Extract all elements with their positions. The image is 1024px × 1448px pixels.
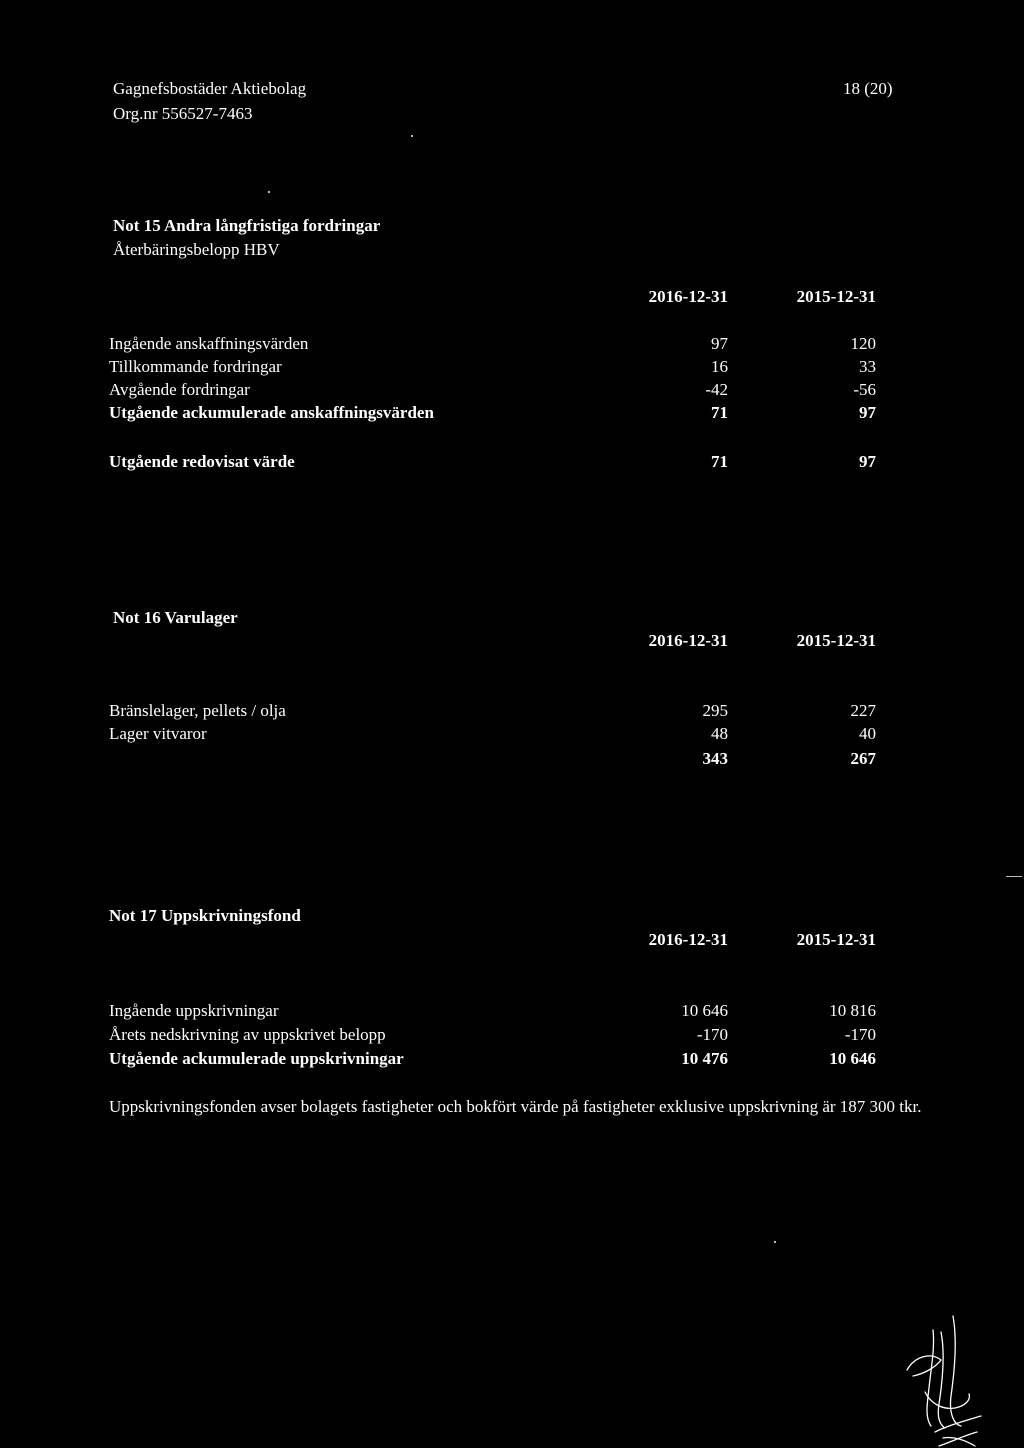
value-2016: 10 646 bbox=[681, 1001, 728, 1020]
signature-stroke bbox=[925, 1392, 969, 1408]
table-row-total bbox=[0, 402, 1024, 424]
value-2016: 343 bbox=[702, 749, 728, 768]
table-row bbox=[0, 700, 1024, 722]
note-17-paragraph: Uppskrivningsfonden avser bolagets fastigheter och bokfört värde på fastigheter exklusive uppskrivning är 187 300 tkr. bbox=[109, 1097, 922, 1116]
note-17-title: Not 17 Uppskrivningsfond bbox=[109, 906, 301, 925]
org-number: Org.nr 556527-7463 bbox=[113, 104, 253, 123]
value-2015: 33 bbox=[859, 357, 876, 376]
value-2015: 97 bbox=[859, 403, 876, 422]
row-label: Utgående ackumulerade uppskrivningar bbox=[109, 1049, 404, 1068]
value-2016: 295 bbox=[702, 701, 728, 720]
value-2015: 40 bbox=[859, 724, 876, 743]
column-header-2015: 2015-12-31 bbox=[796, 287, 876, 306]
table-row bbox=[0, 356, 1024, 378]
signature-stroke bbox=[927, 1330, 934, 1426]
page-number: 18 (20) bbox=[843, 79, 893, 98]
value-2015: -170 bbox=[844, 1025, 876, 1044]
signature-initials bbox=[895, 1308, 995, 1448]
row-label: Utgående ackumulerade anskaffningsvärden bbox=[109, 403, 434, 422]
column-header-2015: 2015-12-31 bbox=[796, 930, 876, 949]
value-2016: 97 bbox=[711, 334, 728, 353]
note-15-title: Not 15 Andra långfristiga fordringar bbox=[113, 216, 381, 235]
table-row-total bbox=[0, 748, 1024, 770]
value-2015: 97 bbox=[859, 452, 876, 471]
table-row bbox=[0, 379, 1024, 401]
column-header-2016: 2016-12-31 bbox=[648, 287, 728, 306]
value-2016: 10 476 bbox=[681, 1049, 728, 1068]
table-row bbox=[0, 1000, 1024, 1022]
scan-speck bbox=[411, 135, 413, 137]
value-2015: 267 bbox=[850, 749, 876, 768]
value-2015: -56 bbox=[853, 380, 876, 399]
row-label: Ingående anskaffningsvärden bbox=[109, 334, 309, 353]
value-2016: 16 bbox=[711, 357, 728, 376]
table-row bbox=[0, 333, 1024, 355]
column-header-2015: 2015-12-31 bbox=[796, 631, 876, 650]
row-label: Lager vitvaror bbox=[109, 724, 207, 743]
scan-speck bbox=[268, 191, 270, 193]
signature-stroke bbox=[950, 1316, 961, 1426]
signature-stroke bbox=[907, 1356, 941, 1376]
signature-stroke bbox=[938, 1332, 945, 1428]
value-2015: 120 bbox=[850, 334, 876, 353]
column-header-2016: 2016-12-31 bbox=[648, 631, 728, 650]
column-header-row bbox=[0, 630, 1024, 652]
row-label: Avgående fordringar bbox=[109, 380, 250, 399]
column-header-row bbox=[0, 286, 1024, 308]
scan-speck bbox=[774, 1241, 776, 1243]
value-2015: 10 816 bbox=[829, 1001, 876, 1020]
value-2015: 10 646 bbox=[829, 1049, 876, 1068]
table-row bbox=[0, 1024, 1024, 1046]
value-2016: 71 bbox=[711, 403, 728, 422]
value-2016: -170 bbox=[696, 1025, 728, 1044]
scan-mark bbox=[1006, 876, 1022, 877]
row-label: Utgående redovisat värde bbox=[109, 452, 295, 471]
row-label: Bränslelager, pellets / olja bbox=[109, 701, 286, 720]
row-label: Årets nedskrivning av uppskrivet belopp bbox=[109, 1025, 386, 1044]
note-15-subtitle: Återbäringsbelopp HBV bbox=[113, 240, 280, 259]
row-label: Tillkommande fordringar bbox=[109, 357, 282, 376]
value-2015: 227 bbox=[850, 701, 876, 720]
note-16-title: Not 16 Varulager bbox=[113, 608, 238, 627]
value-2016: -42 bbox=[705, 380, 728, 399]
table-row bbox=[0, 723, 1024, 745]
column-header-2016: 2016-12-31 bbox=[648, 930, 728, 949]
table-row-book-value bbox=[0, 451, 1024, 473]
value-2016: 71 bbox=[711, 452, 728, 471]
column-header-row bbox=[0, 929, 1024, 951]
row-label: Ingående uppskrivningar bbox=[109, 1001, 279, 1020]
company-name: Gagnefsbostäder Aktiebolag bbox=[113, 79, 307, 98]
value-2016: 48 bbox=[711, 724, 728, 743]
table-row-total bbox=[0, 1048, 1024, 1070]
